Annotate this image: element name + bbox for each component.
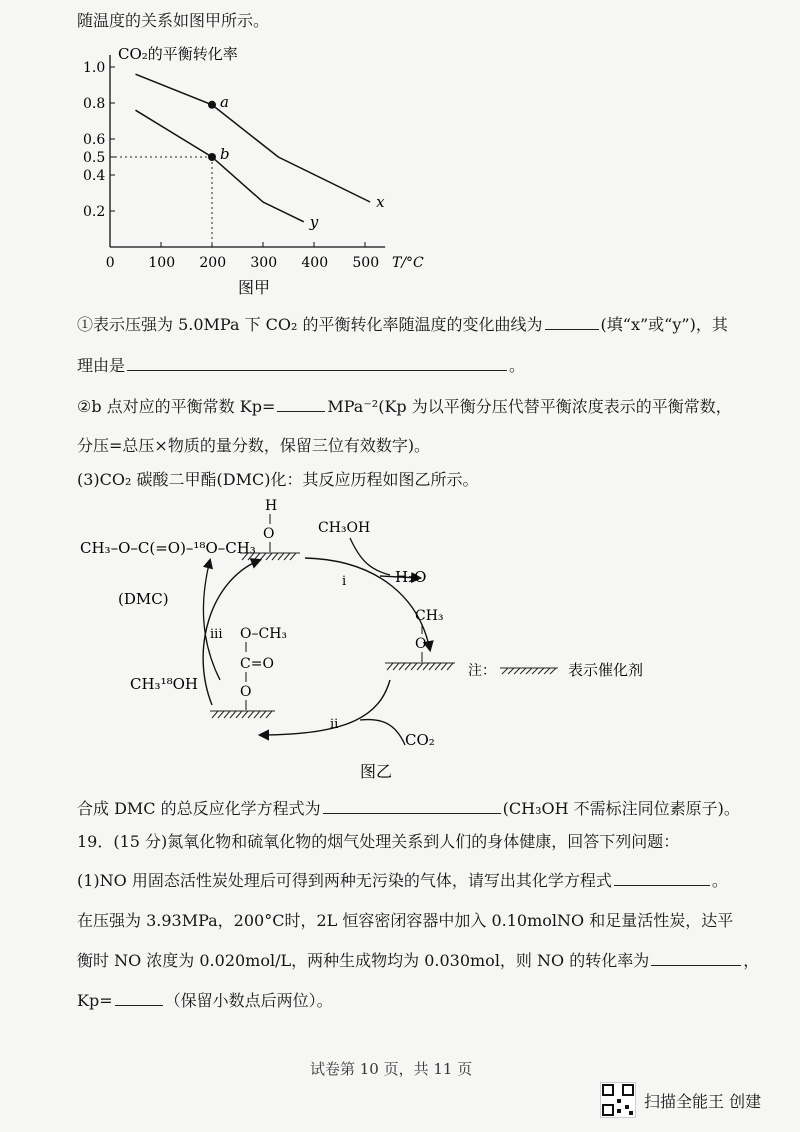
q19-p4 (77, 988, 333, 1011)
reaction-mechanism-diagram (60, 490, 700, 790)
inter-o: O (240, 684, 252, 700)
q1-line1-tail: (填“x”或“y”)，其 (600, 315, 728, 334)
catalyst-surface-right (385, 663, 455, 670)
x-tick-label: 500 (352, 255, 380, 271)
top-o: O (263, 526, 275, 542)
series-line-y (136, 110, 304, 222)
y-tick-label: 0.5 (83, 150, 106, 166)
answer-blank[interactable] (614, 871, 710, 886)
y-tick-label: 0.8 (83, 96, 106, 112)
watermark-text: 扫描全能王 创建 (644, 1091, 762, 1111)
q19-p1-tail: 。 (711, 871, 728, 890)
q19-p3-text: 衡时 NO 浓度为 0.020mol/L，两种生成物均为 0.030mol，则 NO 的转化率为 (77, 951, 650, 970)
dmc-label: (DMC) (118, 590, 169, 608)
y-tick-label: 0.2 (83, 204, 106, 220)
q2-line1-tail: MPa⁻²(Kp 为以平衡分压代替平衡浓度表示的平衡常数， (327, 397, 732, 416)
top-h: H (265, 498, 278, 514)
q2-line2: 分压=总压×物质的量分数，保留三位有效数字)。 (77, 436, 431, 455)
co2-in-arrow (360, 720, 405, 745)
q2-line1-text: ②b 点对应的平衡常数 Kp= (77, 397, 276, 416)
catalyst-surface-bottom (210, 711, 275, 718)
catalyst-legend-symbol (500, 668, 558, 674)
inter-o-ch3: O–CH₃ (240, 626, 288, 642)
synth-line (77, 796, 740, 819)
scanner-watermark (600, 1082, 761, 1118)
ch3oh-in-arrow (350, 538, 390, 575)
series-label-y: y (309, 212, 319, 231)
answer-blank[interactable] (323, 799, 501, 814)
q1-line2-text: 理由是 (77, 356, 126, 375)
y-tick-label: 0.4 (83, 168, 106, 184)
diagram-caption: 图乙 (360, 762, 393, 781)
answer-blank[interactable] (127, 356, 507, 371)
answer-blank[interactable] (277, 397, 325, 412)
q19-p2: 在压强为 3.93MPa，200°C时，2L 恒容密闭容器中加入 0.10molNO 和足量活性炭，达平 (77, 911, 734, 930)
q1-line2 (77, 353, 525, 376)
note-label: 注： (468, 663, 496, 679)
page-footer: 试卷第 10 页，共 11 页 (310, 1060, 473, 1078)
y-tick-label: 0.6 (83, 132, 106, 148)
chart-caption: 图甲 (238, 278, 271, 297)
q19-p4-text: Kp= (77, 991, 113, 1010)
q19-p4-tail: （保留小数点后两位）。 (164, 991, 333, 1010)
chart-title: CO₂的平衡转化率 (118, 45, 238, 63)
h2o: H₂O (395, 568, 427, 586)
qr-code-icon (600, 1082, 636, 1118)
intro-line: 随温度的关系如图甲所示。 (77, 11, 270, 30)
inter-co: C=O (240, 656, 274, 672)
step-i: i (342, 574, 347, 589)
point-label-b: b (220, 145, 230, 163)
answer-blank[interactable] (115, 991, 163, 1006)
dmc-out-arrow (203, 560, 223, 680)
x-tick-label: 200 (199, 255, 227, 271)
step-ii: ii (330, 717, 339, 732)
cycle-arrow-ii (260, 680, 390, 735)
q19-p1-text: (1)NO 用固态活性炭处理后可得到两种无污染的气体，请写出其化学方程式 (77, 871, 612, 890)
ch3oh-18: CH₃¹⁸OH (130, 675, 198, 693)
point-label-a: a (220, 92, 229, 111)
q1-line1 (77, 312, 728, 335)
q3-line: (3)CO₂ 碳酸二甲酯(DMC)化：其反应历程如图乙所示。 (77, 470, 479, 489)
ch3oh-top: CH₃OH (318, 520, 371, 536)
synth-tail: (CH₃OH 不需标注同位素原子)。 (502, 799, 740, 818)
x-tick-label: 300 (250, 255, 278, 271)
series-line-x (136, 74, 371, 202)
x-axis-label: T/°C (392, 255, 424, 271)
step-iii: iii (210, 627, 223, 642)
q1-line1-text: ①表示压强为 5.0MPa 下 CO₂ 的平衡转化率随温度的变化曲线为 (77, 315, 543, 334)
x-tick-label: 100 (148, 255, 176, 271)
x-tick-label: 0 (105, 255, 115, 271)
right-ch3: CH₃ (415, 608, 444, 624)
answer-blank[interactable] (651, 951, 741, 966)
answer-blank[interactable] (545, 315, 599, 330)
q19-p1 (77, 868, 728, 891)
synth-text: 合成 DMC 的总反应化学方程式为 (77, 799, 321, 818)
series-label-x: x (376, 193, 385, 211)
q19-p3 (77, 948, 759, 971)
conversion-chart (60, 35, 460, 305)
co2: CO₂ (405, 731, 435, 749)
point-b (208, 153, 216, 161)
right-o: O (415, 636, 427, 652)
q19-p3-tail: ， (743, 951, 760, 970)
note-text: 表示催化剂 (568, 661, 644, 679)
y-tick-label: 1.0 (83, 60, 106, 76)
q2-line1 (77, 394, 732, 417)
x-tick-label: 400 (301, 255, 329, 271)
dmc-formula: CH₃–O–C(=O)–¹⁸O–CH₃ (80, 539, 256, 557)
q1-line2-tail: 。 (509, 356, 526, 375)
q19-heading: 19．(15 分)氮氧化物和硫氧化物的烟气处理关系到人们的身体健康，回答下列问题： (77, 832, 680, 851)
point-a (208, 101, 216, 109)
